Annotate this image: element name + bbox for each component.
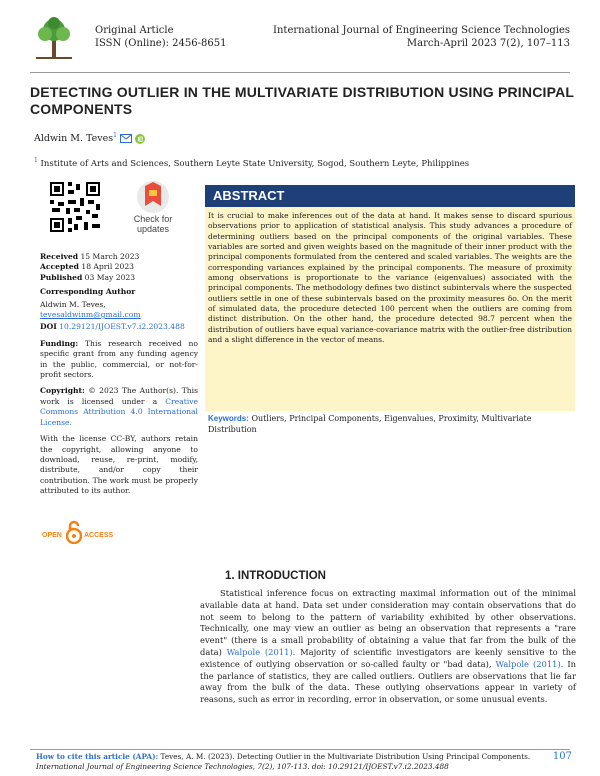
author-superscript: 1 [113, 132, 117, 139]
author-line [34, 132, 145, 144]
accepted-date: 18 April 2023 [81, 262, 135, 272]
copyright-label: Copyright: [40, 386, 85, 396]
how-to-cite-text: Teves, A. M. (2023). Detecting Outlier in the Multivariate Distribution Using Principal Components. [160, 752, 531, 761]
intro-text-3: In the parlance of statistics, they are called outliers. Outliers are observations that lie far away from the bulk of the data. These outlying observations appear in variety of reasons, such as error in recording, error in observation, or some unusual events. [200, 658, 577, 705]
abstract-text: It is crucial to make inferences out of the data at hand. It makes sense to discard spurious observations prior to application of statistical analysis. This study advances a procedure of determining outliers based on the principal components of the original variables. These variables are sorted and given weights based on the magnitude of their inner product with the principal components formulated from the centered and scaled variables. The weights are the corresponding variances explained by the principal components. The measure of proximity among observations is proportionate to the variance (eigenvalues) associated with the principal components. The methodology defines two distinct subintervals where the suspected outliers settle in one of these subintervals based on the proximity measures δo. On the merit of simulated data, the procedure detected 100 percent when the outliers are coming from distinct distribution. On the other hand, the procedure detected 98.7 percent when the distribution of outliers have equal variance-covariance matrix with the outlier-free distribution and a slight difference in the vector of means. [208, 211, 572, 345]
citation-walpole-2[interactable]: Walpole (2011). [495, 658, 564, 669]
check-for-updates-line2: updates [136, 224, 170, 234]
page-number: 107 [552, 751, 572, 762]
funding-label: Funding: [40, 338, 79, 348]
accepted-label: Accepted [40, 262, 79, 272]
footer-citation [36, 752, 556, 772]
header-right [273, 24, 570, 50]
received-date: 15 March 2023 [80, 252, 140, 261]
license-note: With the license CC-BY, authors retain the copyright, allowing anyone to download, reuse, re-print, modify, distribute, and/or copy their contribution. The work must be properly attributed to its author. [40, 434, 198, 496]
how-to-cite-journal: International Journal of Engineering Science Technologies, 7(2), 107-113. doi: 10.29121/IJOEST.v7.i2.2023.488 [36, 762, 449, 771]
header-left [95, 24, 226, 50]
affiliation-text: Institute of Arts and Sciences, Southern Leyte State University, Sogod, Southern Leyte, Philippines [40, 158, 470, 169]
author-name: Aldwin M. Teves [34, 133, 114, 145]
footer-divider [30, 749, 570, 750]
copyright-text: © 2023 The Author(s). This work is licensed under a [40, 386, 199, 406]
citation-walpole-1[interactable]: Walpole (2011). [226, 646, 296, 657]
journal-name: International Journal of Engineering Science Technologies [273, 25, 570, 36]
article-info-sidebar [40, 252, 198, 503]
journal-logo-tree-icon [30, 14, 78, 64]
issn: ISSN (Online): 2456-8651 [95, 38, 227, 49]
journal-issue: March-April 2023 7(2), 107–113 [406, 38, 570, 49]
corresponding-author-label: Corresponding Author [40, 287, 136, 297]
orcid-icon[interactable] [135, 134, 145, 144]
affiliation-superscript: 1 [34, 157, 38, 164]
intro-text-1: Statistical inference focus on extracting maximal information out of the minimal available data at hand. Data set under consideration may contain observations that do not seem to belong to the pattern of variability exhibited by other observations. Technically, one may view an outlier as being an observation that represents a "rare event" (there is a small probability of obtaining a value that far from the bulk of the data) [200, 588, 576, 657]
published-date: 03 May 2023 [84, 272, 136, 282]
bookmark-icon [118, 180, 188, 214]
access-label: ACCESS [84, 532, 114, 539]
qr-code-icon [48, 180, 102, 234]
published-label: Published [40, 272, 83, 282]
affiliation [34, 157, 469, 169]
paper-title: DETECTING OUTLIER IN THE MULTIVARIATE DISTRIBUTION USING PRINCIPAL COMPONENTS [30, 84, 574, 117]
open-label: OPEN [42, 532, 62, 539]
section-heading-introduction: 1. INTRODUCTION [225, 570, 326, 582]
license-link[interactable]: Creative Commons Attribution 4.0 International License. [40, 396, 198, 427]
corresponding-author-name: Aldwin M. Teves, [40, 299, 106, 309]
abstract-heading: ABSTRACT [205, 185, 575, 207]
keywords-label: Keywords: [208, 414, 249, 423]
open-access-badge [42, 520, 122, 552]
keywords [208, 414, 572, 435]
open-access-lock-icon [66, 520, 82, 544]
intro-text-2: Majority of scientific investigators are keenly sensitive to the existence of outlying observation or so-called faulty or "bad data), [200, 646, 577, 669]
article-type: Original Article [95, 25, 174, 36]
corresponding-author-email[interactable]: tevesaldwinm@gmail.com [40, 310, 141, 320]
keywords-text: Outliers, Principal Components, Eigenvalues, Proximity, Multivariate Distribution [208, 414, 532, 434]
header-divider [30, 72, 570, 73]
email-icon[interactable] [120, 134, 132, 143]
check-for-updates-line1: Check for [133, 214, 173, 224]
received-label: Received [40, 252, 79, 261]
doi-link[interactable]: 10.29121/IJOEST.v7.i2.2023.488 [59, 322, 185, 332]
doi-label: DOI [40, 322, 57, 332]
check-for-updates-badge[interactable] [118, 180, 188, 240]
how-to-cite-label: How to cite this article (APA): [36, 752, 159, 761]
funding-text: This research received no specific grant from any funding agency in the public, commercial, or not-for-profit sectors. [40, 338, 198, 380]
introduction-paragraph [200, 588, 576, 706]
